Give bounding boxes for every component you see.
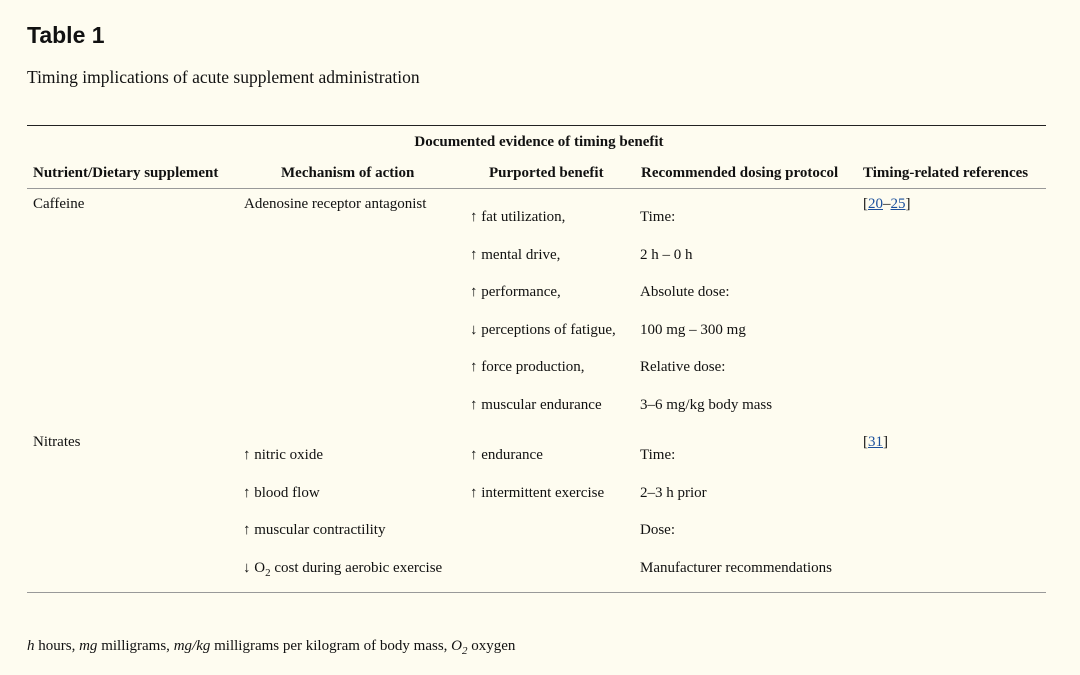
- ref-bracket-open: [: [863, 434, 868, 450]
- dosing-caffeine: [640, 208, 772, 433]
- spanning-header: Documented evidence of timing benefit: [414, 134, 664, 150]
- column-header-references: Timing-related references: [863, 165, 1029, 181]
- mechanism-o-subscript: 2: [265, 566, 271, 579]
- ref-bracket-close: ]: [883, 434, 888, 450]
- benefit-item: ↑ endurance: [470, 447, 543, 463]
- benefit-item: ↑ fat utilization,: [470, 209, 566, 225]
- dosing-item: 3–6 mg/kg body mass: [640, 396, 773, 413]
- column-header-mechanism: Mechanism of action: [281, 165, 415, 181]
- table-caption: Timing implications of acute supplement administration: [27, 67, 420, 87]
- table-footnote: [27, 638, 515, 657]
- ref-dash: –: [883, 196, 891, 212]
- column-header-row: [27, 157, 1046, 188]
- dosing-item: Manufacturer recommendations: [640, 559, 833, 576]
- mechanism-item: ↑ nitric oxide: [243, 447, 323, 463]
- benefit-item: ↑ intermittent exercise: [470, 484, 605, 501]
- footnote-abbr-mgkg: mg/kg: [173, 638, 211, 654]
- benefit-item: ↑ muscular endurance: [470, 396, 602, 413]
- supplement-nitrates: Nitrates: [33, 434, 81, 450]
- footnote-text-mgkg: milligrams per kilogram of body mass,: [210, 638, 452, 654]
- mechanism-o-rest: cost during aerobic exercise: [270, 559, 443, 576]
- benefits-nitrates: [470, 446, 604, 521]
- benefit-item: ↑ performance,: [470, 284, 561, 300]
- dosing-item: 2–3 h prior: [640, 484, 707, 501]
- footnote-abbr-mg: mg: [79, 638, 98, 654]
- supplement-table: [27, 125, 1046, 593]
- dosing-item: Relative dose:: [640, 359, 726, 375]
- dosing-item: Dose:: [640, 522, 675, 538]
- table-body: [27, 189, 1046, 592]
- references-nitrates: [863, 434, 888, 451]
- mechanism-item: ↑ muscular contractility: [243, 522, 386, 538]
- dosing-item: Time:: [640, 209, 676, 225]
- mechanism-o-text: ↓ O: [243, 559, 266, 576]
- footnote-text-o2: oxygen: [467, 638, 516, 654]
- column-header-benefit: Purported benefit: [489, 165, 604, 181]
- table-bottom-rule: [27, 592, 1046, 593]
- dosing-item: 2 h – 0 h: [640, 246, 693, 263]
- mechanism-item: [243, 559, 442, 597]
- dosing-item: Absolute dose:: [640, 284, 730, 300]
- ref-bracket-open: [: [863, 196, 868, 212]
- benefit-item: ↑ force production,: [470, 359, 585, 375]
- dosing-nitrates: [640, 446, 832, 596]
- references-caffeine: [863, 196, 911, 213]
- footnote-text-h: hours,: [34, 638, 80, 654]
- footnote-abbr-o2: [451, 638, 468, 657]
- dosing-item: Time:: [640, 447, 676, 463]
- benefit-item: ↓ perceptions of fatigue,: [470, 321, 616, 338]
- footnote-o-subscript: 2: [462, 645, 468, 657]
- column-header-dosing: Recommended dosing protocol: [641, 165, 839, 181]
- dosing-item: 100 mg – 300 mg: [640, 321, 746, 338]
- benefits-caffeine: [470, 208, 616, 433]
- benefit-item: ↑ mental drive,: [470, 246, 561, 263]
- ref-bracket-close: ]: [905, 196, 911, 212]
- table-title: Table 1: [27, 22, 105, 48]
- mechanism-caffeine: Adenosine receptor antagonist: [244, 196, 427, 212]
- reference-link-31[interactable]: 31: [868, 434, 883, 450]
- reference-link-20[interactable]: 20: [868, 196, 883, 212]
- supplement-caffeine: Caffeine: [33, 196, 85, 212]
- column-header-supplement: Nutrient/Dietary supplement: [33, 165, 219, 181]
- footnote-o-letter: O: [451, 638, 463, 654]
- mechanism-item: ↑ blood flow: [243, 484, 320, 501]
- footnote-abbr-h: h: [27, 638, 35, 654]
- footnote-text-mg: milligrams,: [97, 638, 174, 654]
- mechanism-nitrates: [243, 446, 442, 596]
- reference-link-25[interactable]: 25: [890, 196, 906, 212]
